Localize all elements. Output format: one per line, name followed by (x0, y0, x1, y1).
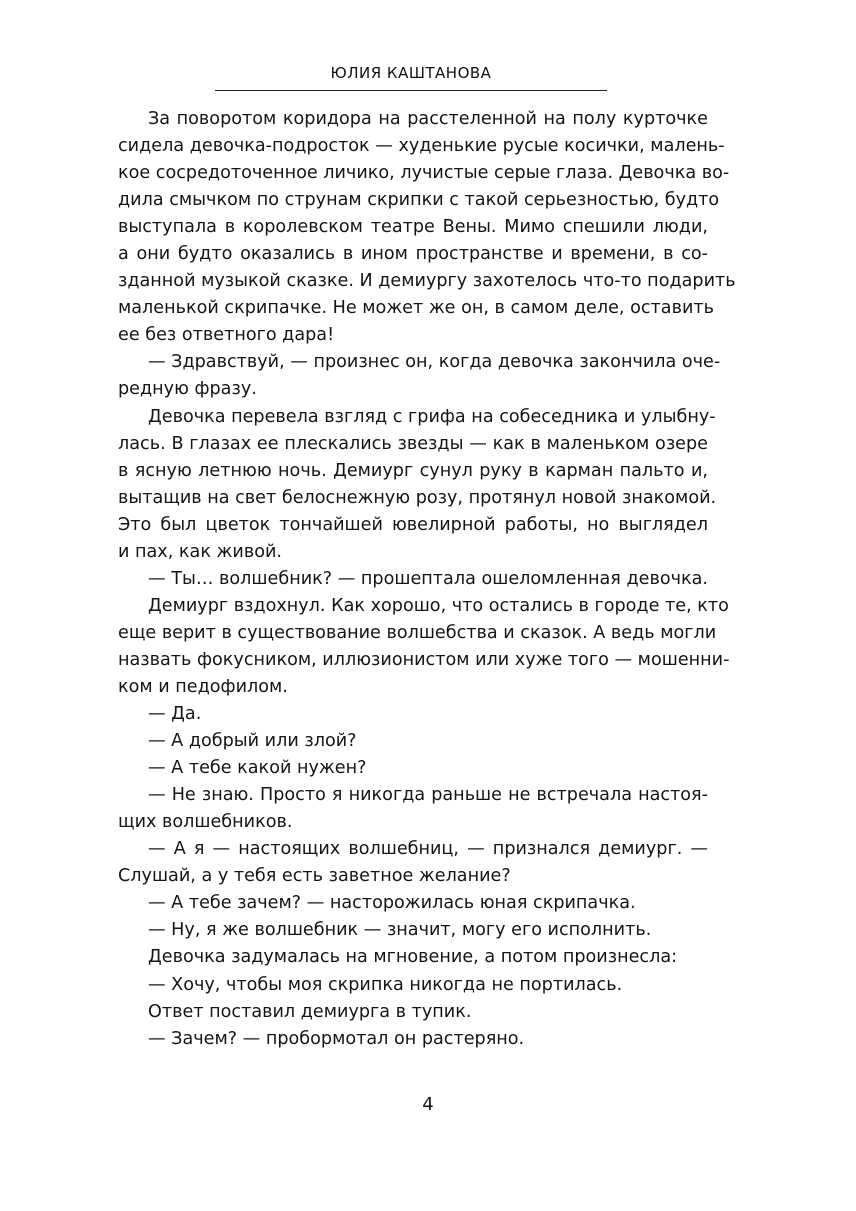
text-line: — А добрый или злой? (148, 731, 357, 752)
text-line: Слушай, а у тебя есть заветное желание? (118, 866, 511, 887)
text-line: ком и педофилом. (118, 676, 288, 697)
text-line: За поворотом коридора на расстеленной на полу курточке (148, 109, 708, 129)
text-line: дила смычком по струнам скрипки с такой серьезностью, будто (118, 190, 720, 211)
text-line: выступала в королевском театре Вены. Мимо спешили люди, (118, 217, 708, 238)
text-line: кое сосредоточенное личико, лучистые серые глаза. Девочка во- (118, 163, 730, 184)
text-line: — А тебе зачем? — насторожилась юная скрипачка. (148, 893, 636, 914)
text-line: редную фразу. (118, 379, 257, 400)
text-line: — Здравствуй, — произнес он, когда девочка закончила оче- (148, 352, 721, 373)
text-line: — Не знаю. Просто я никогда раньше не встречала настоя- (148, 785, 708, 806)
text-line: зданной музыкой сказке. И демиургу захотелось что-то подарить (118, 271, 736, 292)
text-line: назвать фокусником, иллюзионистом или хуже того — мошенни- (118, 649, 730, 670)
text-line: лась. В глазах ее плескались звезды — как в маленьком озере (118, 433, 708, 454)
text-line: — Хочу, чтобы моя скрипка никогда не портилась. (148, 974, 623, 995)
text-line: — Ты… волшебник? — прошептала ошеломленная девочка. (148, 568, 708, 589)
body-text (118, 106, 736, 1053)
text-line: ее без ответного дара! (118, 325, 335, 346)
text-line: Демиург вздохнул. Как хорошо, что остались в городе те, кто (148, 595, 729, 616)
text-line: — Зачем? — пробормотал он растеряно. (148, 1028, 525, 1049)
text-line: в ясную летнюю ночь. Демиург сунул руку в карман пальто и, (118, 460, 708, 481)
text-line: а они будто оказались в ином пространстве и времени, в со- (118, 244, 708, 265)
text-line: — Да. (148, 704, 202, 725)
running-header: ЮЛИЯ КАШТАНОВА (330, 64, 492, 82)
text-line: сидела девочка-подросток — худенькие русые косички, малень- (118, 136, 725, 157)
page-number: 4 (422, 1094, 434, 1115)
text-line: — А я — настоящих волшебниц, — признался демиург. — (148, 839, 708, 860)
text-line: Ответ поставил демиурга в тупик. (148, 1001, 472, 1022)
text-line: маленькой скрипачке. Не может же он, в самом деле, оставить (118, 298, 714, 319)
text-line: и пах, как живой. (118, 541, 282, 562)
text-line: Девочка задумалась на мгновение, а потом произнесла: (148, 947, 678, 968)
text-line: — А тебе какой нужен? (148, 758, 367, 779)
text-line: Девочка перевела взгляд с грифа на собеседника и улыбну- (148, 406, 716, 427)
text-line: — Ну, я же волшебник — значит, могу его исполнить. (148, 920, 652, 941)
text-line: вытащив на свет белоснежную розу, протянул новой знакомой. (118, 487, 717, 508)
text-line: Это был цветок тончайшей ювелирной работы, но выглядел (118, 514, 708, 535)
text-line: щих волшебников. (118, 812, 293, 833)
text-line: еще верит в существование волшебства и сказок. А ведь могли (118, 622, 717, 643)
header-rule (215, 90, 607, 91)
